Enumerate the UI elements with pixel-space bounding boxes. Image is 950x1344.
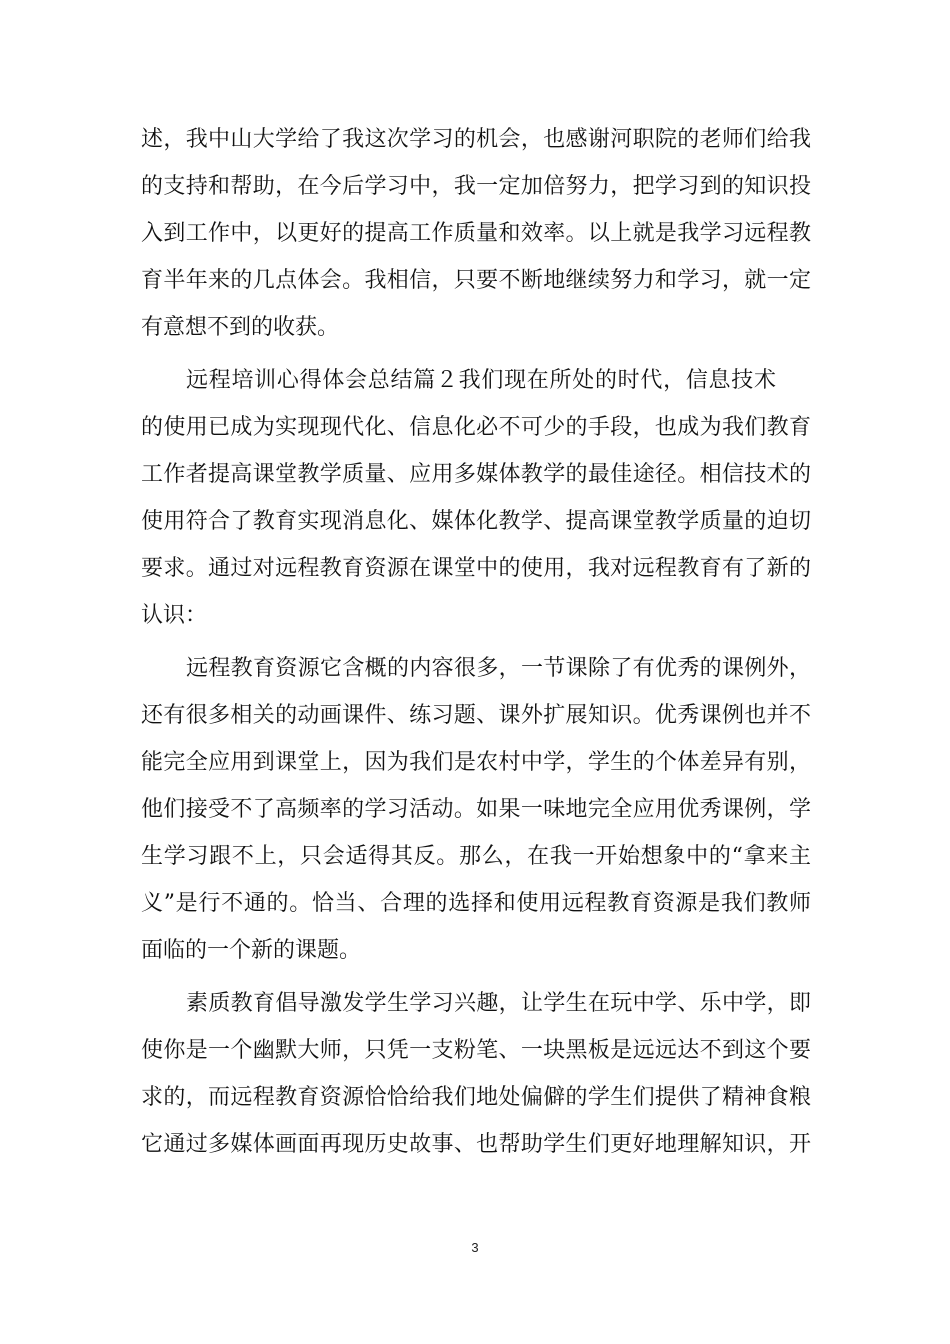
text-line-1: 述，我中山大学给了我这次学习的机会，也感谢河职院的老师们给我 — [141, 127, 811, 152]
text-line-16: 生学习跟不上，只会适得其反。那么，在我一开始想象中的“拿来主 — [141, 844, 811, 869]
text-line-4: 育半年来的几点体会。我相信，只要不断地继续努力和学习，就一定 — [141, 268, 811, 293]
text-line-14: 能完全应用到课堂上，因为我们是农村中学，学生的个体差异有别， — [141, 750, 811, 775]
text-line-22: 它通过多媒体画面再现历史故事、也帮助学生们更好地理解知识，开 — [141, 1132, 811, 1157]
text-line-2: 的支持和帮助，在今后学习中，我一定加倍努力，把学习到的知识投 — [141, 174, 811, 199]
text-line-7: 的使用已成为实现现代化、信息化必不可少的手段，也成为我们教育 — [141, 415, 811, 440]
text-line-9: 使用符合了教育实现消息化、媒体化教学、提高课堂教学质量的迫切 — [141, 509, 811, 534]
text-line-8: 工作者提高课堂教学质量、应用多媒体教学的最佳途径。相信技术的 — [141, 462, 811, 487]
text-line-19: 素质教育倡导激发学生学习兴趣，让学生在玩中学、乐中学，即 — [186, 991, 811, 1016]
text-line-15: 他们接受不了高频率的学习活动。如果一味地完全应用优秀课例，学 — [141, 797, 811, 822]
text-line-5: 有意想不到的收获。 — [141, 315, 340, 340]
text-line-11: 认识： — [141, 603, 208, 628]
text-line-12: 远程教育资源它含概的内容很多，一节课除了有优秀的课例外， — [186, 656, 811, 681]
text-line-17: 义”是行不通的。恰当、合理的选择和使用远程教育资源是我们教师 — [141, 891, 811, 916]
text-line-13: 还有很多相关的动画课件、练习题、课外扩展知识。优秀课例也并不 — [141, 703, 811, 728]
text-line-10: 要求。通过对远程教育资源在课堂中的使用，我对远程教育有了新的 — [141, 556, 811, 581]
page-number: 3 — [471, 1240, 479, 1255]
text-line-18: 面临的一个新的课题。 — [141, 938, 362, 963]
text-line-6: 远程培训心得体会总结篇２我们现在所处的时代，信息技术 — [186, 368, 776, 393]
text-line-3: 入到工作中，以更好的提高工作质量和效率。以上就是我学习远程教 — [141, 221, 811, 246]
text-line-20: 使你是一个幽默大师，只凭一支粉笔、一块黑板是远远达不到这个要 — [141, 1038, 811, 1063]
text-line-21: 求的，而远程教育资源恰恰给我们地处偏僻的学生们提供了精神食粮 — [141, 1085, 811, 1110]
